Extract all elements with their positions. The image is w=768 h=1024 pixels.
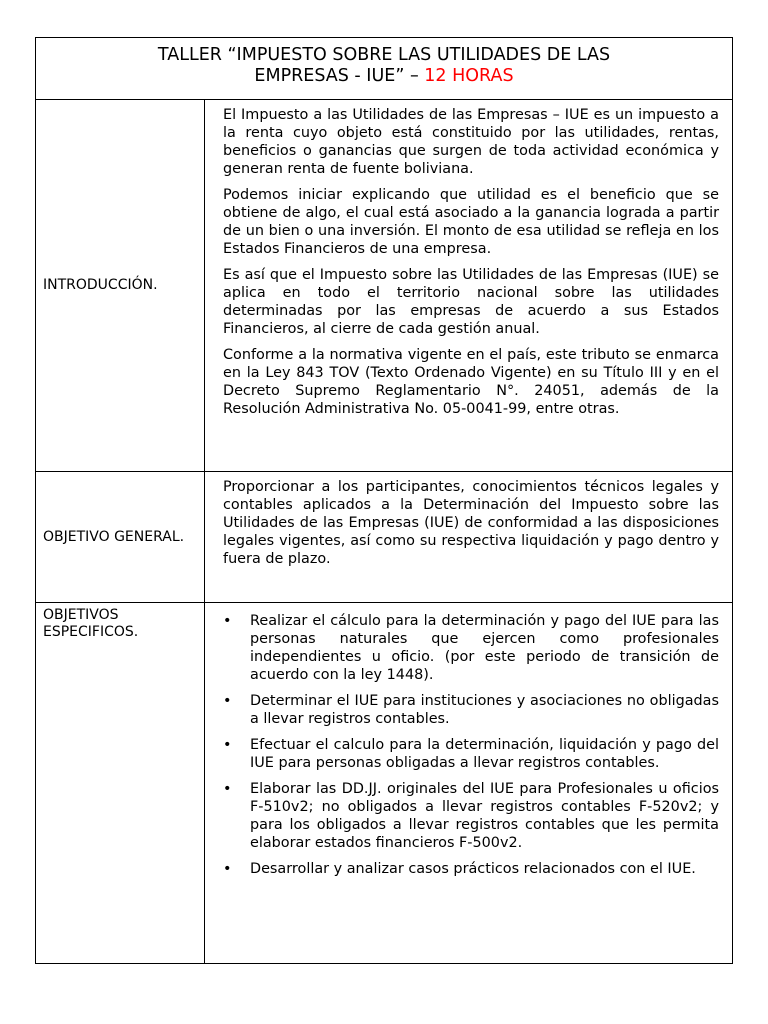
introduccion-paragraph: Conforme a la normativa vigente en el país, este tributo se enmarca en la Ley 843 TOV (Texto Ordenado Vigente) en su Título III y en el Decreto Supremo Reglamentario N°. 24051, además de la Resolución Administrativa No. 05-0041-99, entre otras. <box>223 347 719 417</box>
row-objetivos-especificos <box>36 603 732 963</box>
objetivos-especificos-label <box>36 603 205 963</box>
objectives-list <box>223 612 719 878</box>
introduccion-content <box>205 100 732 471</box>
bullet-icon: • <box>223 861 232 877</box>
introduccion-label-text: INTRODUCCIÓN. <box>43 277 158 293</box>
bullet-icon: • <box>223 737 232 753</box>
objective-text: Efectuar el calculo para la determinación, liquidación y pago del IUE para personas obligadas a llevar registros contables. <box>250 737 719 771</box>
row-introduccion <box>36 100 732 472</box>
list-item <box>223 860 719 878</box>
title-hours: 12 HORAS <box>424 66 514 86</box>
document-title <box>36 38 732 100</box>
bullet-icon: • <box>223 781 232 797</box>
title-line-2 <box>36 66 732 87</box>
objetivo-general-content <box>205 472 732 602</box>
title-line-1: TALLER “IMPUESTO SOBRE LAS UTILIDADES DE LAS <box>157 45 611 65</box>
introduccion-paragraph: Es así que el Impuesto sobre las Utilidades de las Empresas (IUE) se aplica en todo el territorio nacional sobre las utilidades determinadas por las empresas de acuerdo a sus Estados Financieros, al cierre de cada gestión anual. <box>223 267 719 337</box>
list-item <box>223 612 719 684</box>
course-outline-table <box>35 37 733 964</box>
row-objetivo-general <box>36 472 732 603</box>
objetivo-general-label <box>36 472 205 602</box>
objetivo-general-text: Proporcionar a los participantes, conocimientos técnicos legales y contables aplicados a la Determinación del Impuesto sobre las Utilidades de las Empresas (IUE) de conformidad a las disposiciones legales vigentes, así como su respectiva liquidación y pago dentro y fuera de plazo. <box>223 479 719 567</box>
objetivo-general-label-text: OBJETIVO GENERAL. <box>43 528 185 545</box>
introduccion-paragraph: El Impuesto a las Utilidades de las Empresas – IUE es un impuesto a la renta cuyo objeto está constituido por las utilidades, rentas, beneficios o ganancias que surgen de toda actividad económica y generan renta de fuente boliviana. <box>223 107 719 177</box>
title-line-2-prefix: EMPRESAS - IUE” – <box>254 66 425 86</box>
objective-text: Determinar el IUE para instituciones y asociaciones no obligadas a llevar registros contables. <box>250 693 719 727</box>
list-item <box>223 692 719 728</box>
list-item <box>223 780 719 852</box>
objetivos-especificos-content <box>205 603 732 963</box>
objective-text: Desarrollar y analizar casos prácticos relacionados con el IUE. <box>250 861 696 877</box>
list-item <box>223 736 719 772</box>
introduccion-paragraph: Podemos iniciar explicando que utilidad es el beneficio que se obtiene de algo, el cual está asociado a la ganancia lograda a partir de un bien o una inversión. El monto de esa utilidad se refleja en los Estados Financieros de una empresa. <box>223 187 719 257</box>
bullet-icon: • <box>223 693 232 709</box>
objetivos-especificos-label-text: OBJETIVOS ESPECIFICOS. <box>43 607 139 640</box>
objective-text: Realizar el cálculo para la determinación y pago del IUE para las personas naturales que ejercen como profesionales independientes u oficio. (por este periodo de transición de acuerdo con la ley 1448). <box>250 613 719 683</box>
objective-text: Elaborar las DD.JJ. originales del IUE para Profesionales u oficios F-510v2; no obligados a llevar registros contables F-520v2; y para los obligados a llevar registros contables que les permita elaborar estados financieros F-500v2. <box>250 781 719 851</box>
introduccion-label <box>36 100 205 471</box>
bullet-icon: • <box>223 613 232 629</box>
